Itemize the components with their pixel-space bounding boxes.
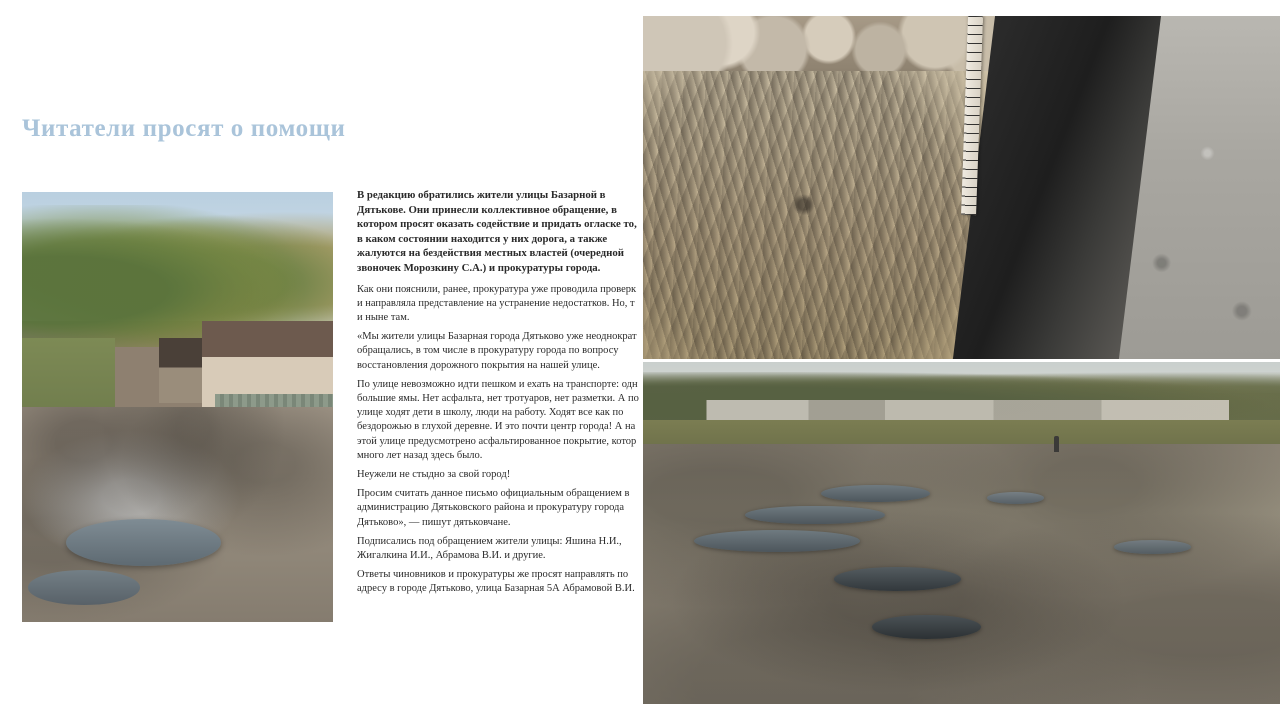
article-paragraph-1: В редакцию обратились жители улицы Базарной в Дятькове. Они принесли коллективное обращение, в котором просят оказать содействие и придать огласке то, в каком состоянии находится у них дорога, а также жалуются на бездействия местных властей (очередной звоночек Морозкину С.А.) и прокуратуры города.: [357, 189, 637, 274]
article-paragraph-3: «Мы жители улицы Базарная города Дятьково уже неоднократ обращались, в том числе в прокуратуру города по вопросу восстановления дорожного покрытия на нашей улице.: [357, 331, 637, 371]
article-paragraph-5: Неужели не стыдно за свой город!: [357, 469, 511, 480]
damaged-road: [643, 444, 1280, 704]
pedestrian-figure: [1054, 436, 1059, 452]
pothole-puddle: [821, 485, 929, 502]
pothole-puddle: [872, 615, 980, 639]
article-paragraph-8: Ответы чиновников и прокуратуры же просят направлять по адресу в городе Дятьково, улица Базарная 5А Абрамовой В.И.: [357, 569, 635, 595]
village-road-photo: [22, 192, 333, 622]
article-paragraph-2: Как они пояснили, ранее, прокуратура уже проводила проверк и направляла представление на устранение недостатков. Но, т и ныне там.: [357, 283, 637, 323]
article-paragraph-4: По улице невозможно идти пешком и ехать на транспорте: одн большие ямы. Нет асфальта, нет тротуаров, нет разметки. А по улице ходят дети в школу, люди на работу. Ходят все как по бездорожью в глухой деревне. И это почти центр города! А на этой улице предусмотрено асфальтированное покрытие, котор много лет назад здесь было.: [357, 378, 639, 461]
puddle-small: [28, 570, 140, 604]
asphalt-edge-ruler-photo: [643, 16, 1280, 359]
article-paragraph-7: Подписались под обращением жители улицы: Яшина Н.И., Жигалкина И.И., Абрамова В.И. и другие.: [357, 535, 622, 562]
pothole-puddle: [987, 492, 1044, 504]
article-paragraph-6: Просим считать данное письмо официальным обращением в администрацию Дятьковского района и прокуратуру города Дятьково», — пишут дятьковчане.: [357, 488, 630, 528]
article-text: [357, 188, 642, 602]
potholed-street-photo: [643, 362, 1280, 704]
pothole-puddle: [1114, 540, 1190, 554]
page-title: Читатели просят о помощи: [22, 114, 346, 142]
pothole-puddle: [694, 530, 860, 552]
puddle-large: [66, 519, 222, 566]
